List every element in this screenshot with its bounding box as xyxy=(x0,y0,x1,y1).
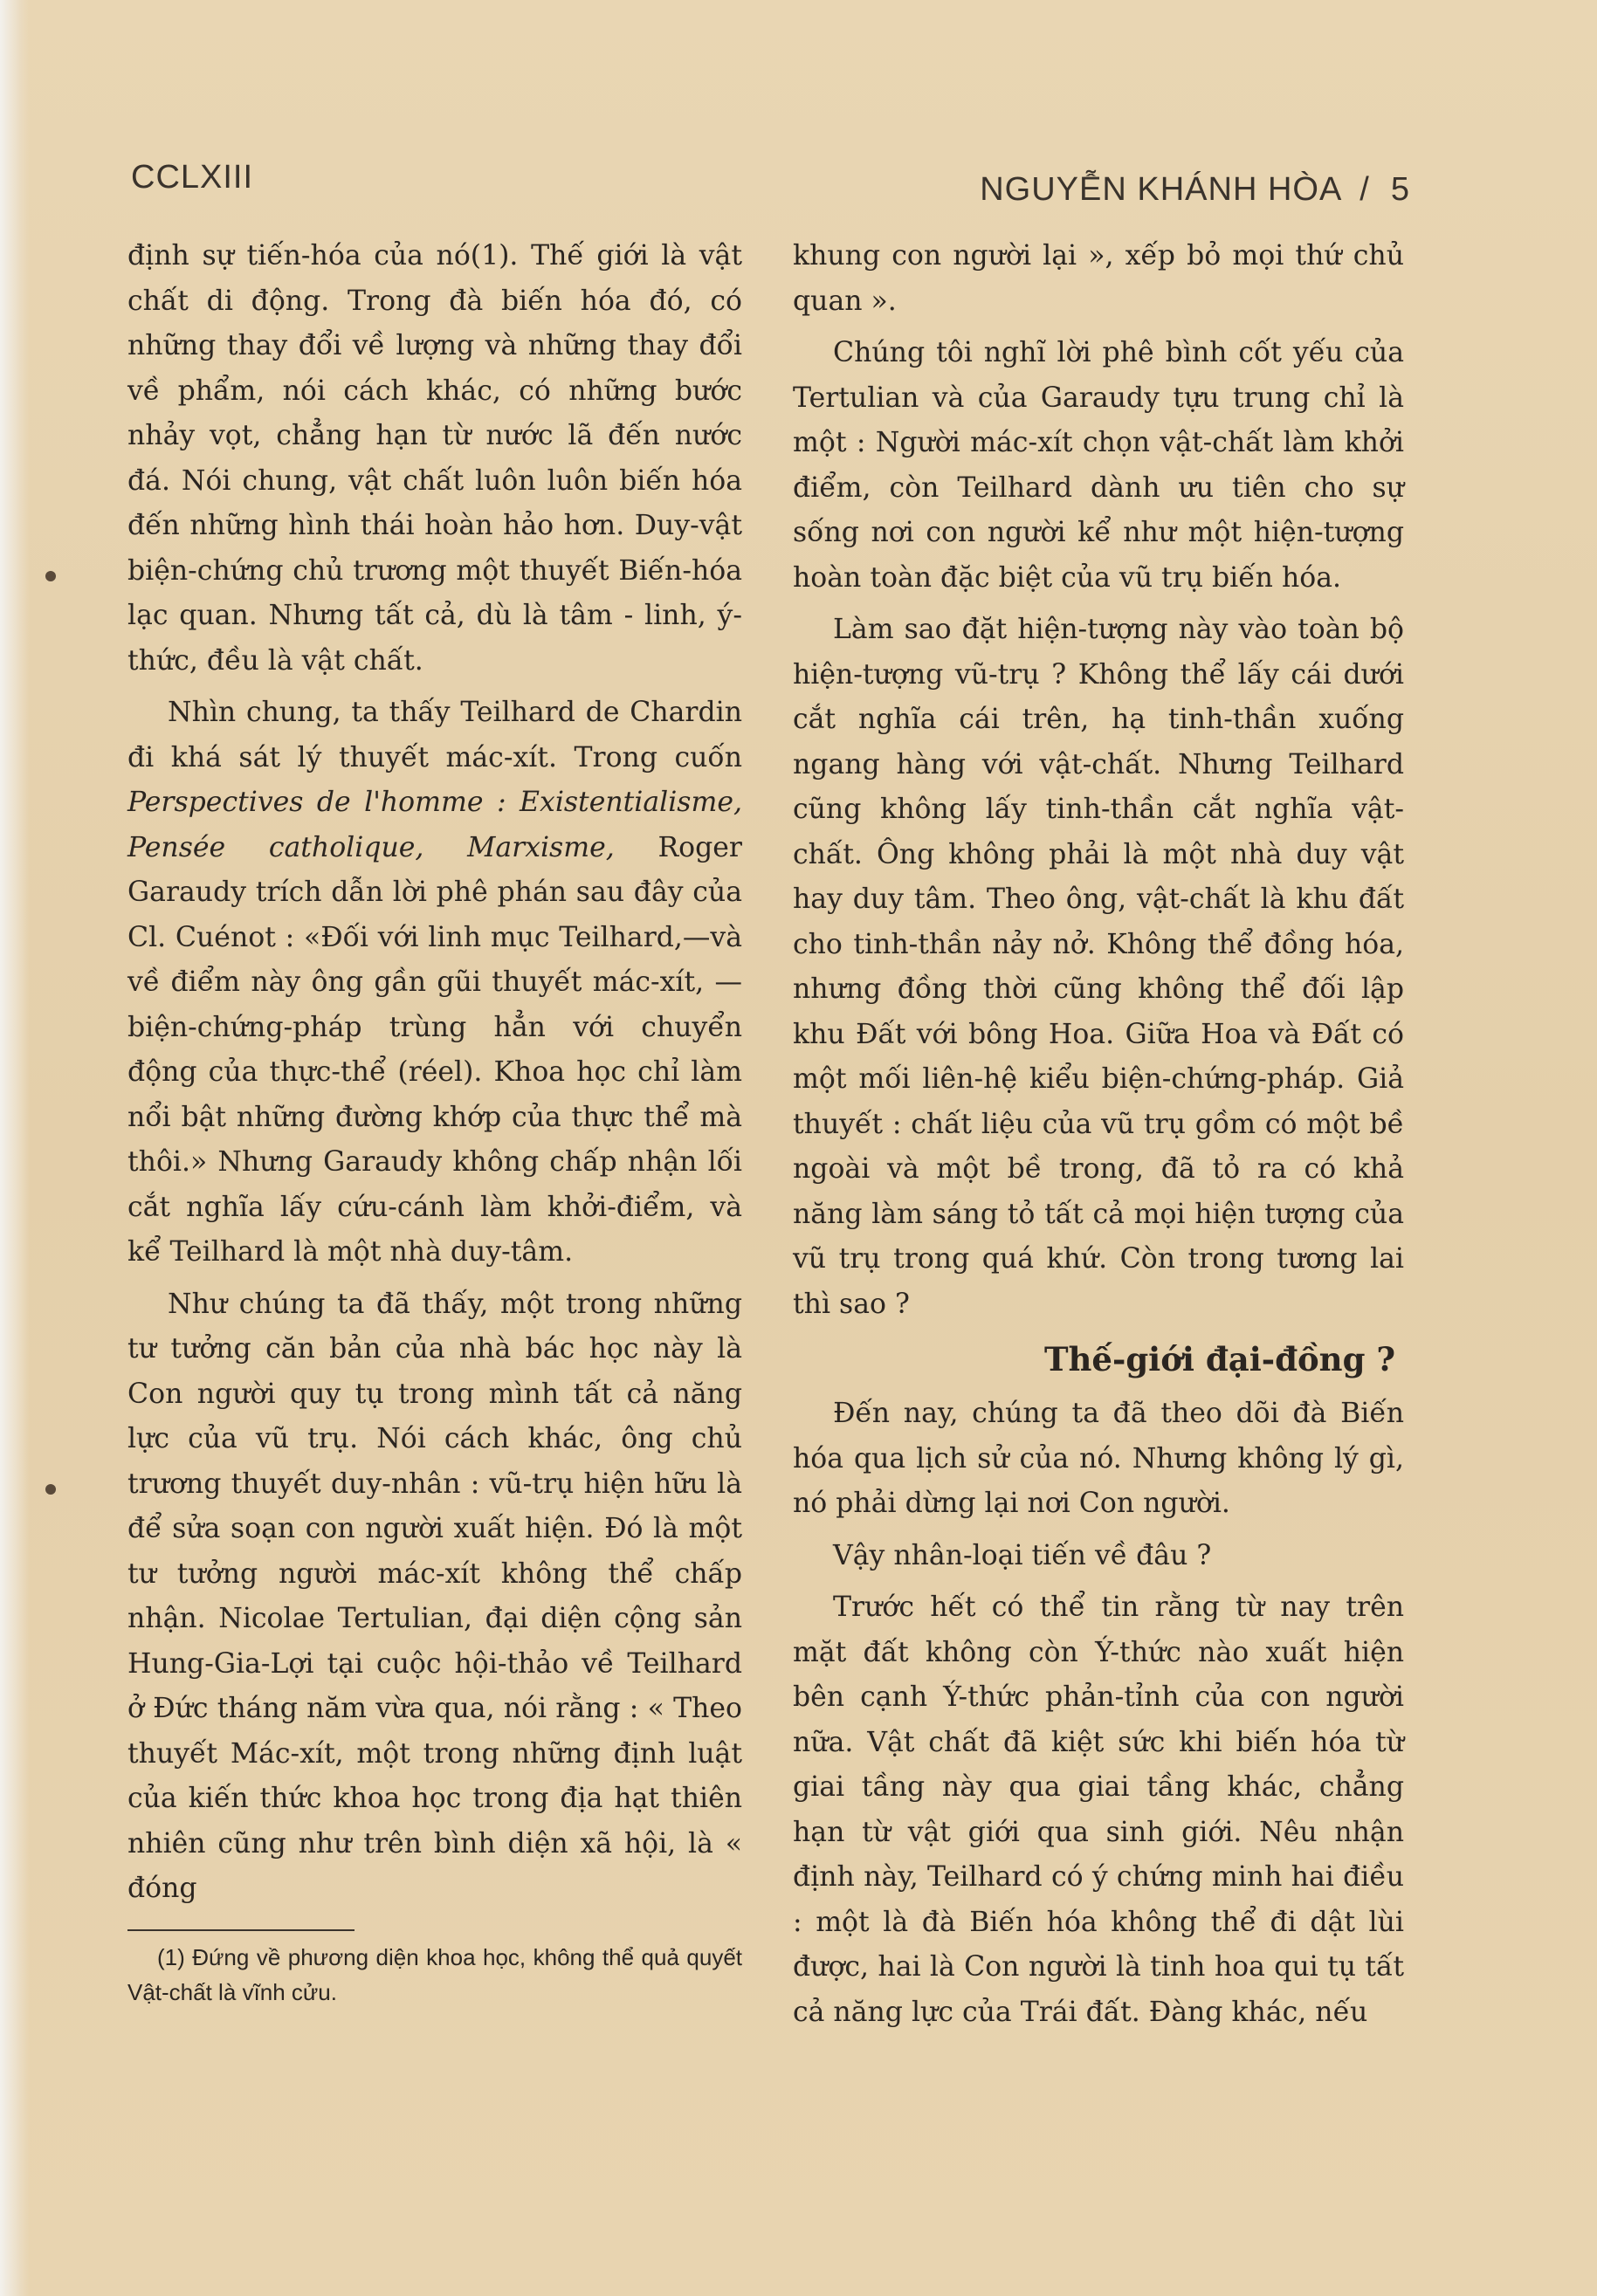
book-title: Perspectives de l'homme : Existentialisme, Pensée catholique, Marxisme, xyxy=(127,787,742,863)
footnote: (1) Đứng về phương diện khoa học, không thể quả quyết Vật-chất là vĩnh cửu. xyxy=(127,1943,742,2005)
page-edge xyxy=(0,0,30,2296)
binding-hole xyxy=(45,1484,56,1495)
right-column xyxy=(793,234,1404,2042)
running-header xyxy=(980,171,1410,209)
paragraph: Làm sao đặt hiện-tượng này vào toàn bộ hiện-tượng vũ-trụ ? Không thể lấy cái dưới cắt nghĩa cái trên, hạ tinh-thần xuống ngang hàng với vật-chất. Nhưng Teilhard cũng không lấy tinh-thần cắt nghĩa vật-chất. Ông không phải là một nhà duy vật hay duy tâm. Theo ông, vật-chất là khu đất cho tinh-thần nảy nở. Không thể đồng hóa, nhưng đồng thời cũng không thể đối lập khu Đất với bông Hoa. Giữa Hoa và Đất có một mối liên-hệ kiểu biện-chứng-pháp. Giả thuyết : chất liệu của vũ trụ gồm có một bề ngoài và một bề trong, đã tỏ ra có khả năng làm sáng tỏ tất cả mọi hiện tượng của vũ trụ trong quá khứ. Còn trong tương lai thì sao ? xyxy=(793,614,1404,1320)
paragraph-text: Roger Garaudy trích dẫn lời phê phán sau đây của Cl. Cuénot : «Đối với linh mục Teilhard,—và về điểm này ông gần gũi thuyết mác-xít, — biện-chứng-pháp trùng hẳn với chuyển động của thực-thể (réel). Khoa học chỉ làm nổi bật những đường khớp của thực thể mà thôi.» Nhưng Garaudy không chấp nhận lối cắt nghĩa lấy cứu-cánh làm khởi-điểm, và kể Teilhard là một nhà duy-tâm. xyxy=(127,831,742,1268)
paragraph: Như chúng ta đã thấy, một trong những tư tưởng căn bản của nhà bác học này là Con người quy tụ trong mình tất cả năng lực của vũ trụ. Nói cách khác, ông chủ trương thuyết duy-nhân : vũ-trụ hiện hữu là để sửa soạn con người xuất hiện. Đó là một tư tưởng người mác-xít không thể chấp nhận. Nicolae Tertulian, đại diện cộng sản Hung-Gia-Lợi tại cuộc hội-thảo về Teilhard ở Đức tháng năm vừa qua, nói rằng : « Theo thuyết Mác-xít, một trong những định luật của kiến thức khoa học trong địa hạt thiên nhiên cũng như trên bình diện xã hội, là « đóng xyxy=(127,1288,742,1904)
paragraph: định sự tiến-hóa của nó(1). Thế giới là vật chất di động. Trong đà biến hóa đó, có những thay đổi về lượng và những thay đổi về phẩm, nói cách khác, có những bước nhảy vọt, chẳng hạn từ nước lã đến nước đá. Nói chung, vật chất luôn luôn biến hóa đến những hình thái hoàn hảo hơn. Duy-vật biện-chứng chủ trương một thuyết Biến-hóa lạc quan. Nhưng tất cả, dù là tâm - linh, ý-thức, đều là vật chất. xyxy=(127,240,742,677)
chapter-number: CCLXIII xyxy=(131,159,254,196)
paragraph: khung con người lại », xếp bỏ mọi thứ chủ quan ». xyxy=(793,240,1404,317)
header-separator: / xyxy=(1360,171,1370,208)
paragraph: Đến nay, chúng ta đã theo dõi đà Biến hóa qua lịch sử của nó. Nhưng không lý gì, nó phải dừng lại nơi Con người. xyxy=(793,1398,1404,1519)
paragraph: Trước hết có thể tin rằng từ nay trên mặt đất không còn Ý-thức nào xuất hiện bên cạnh Ý-thức phản-tỉnh của con người nữa. Vật chất đã kiệt sức khi biến hóa từ giai tầng này qua giai tầng khác, chẳng hạn từ vật giới qua sinh giới. Nêu nhận định này, Teilhard có ý chứng minh hai điều : một là đà Biến hóa không thể đi dật lùi được, hai là Con người là tinh hoa qui tụ tất cả năng lực của Trái đất. Đàng khác, nếu xyxy=(793,1591,1404,2028)
author-name: NGUYỄN KHÁNH HÒA xyxy=(980,171,1343,208)
paragraph xyxy=(127,691,742,1275)
binding-hole xyxy=(45,571,56,581)
paragraph-text: Nhìn chung, ta thấy Teilhard de Chardin đi khá sát lý thuyết mác-xít. Trong cuốn xyxy=(127,697,742,773)
paragraph: Vậy nhân-loại tiến về đâu ? xyxy=(833,1539,1212,1571)
footnote-rule xyxy=(127,1929,355,1931)
left-column xyxy=(127,234,742,2010)
paragraph: Chúng tôi nghĩ lời phê bình cốt yếu của Tertulian và của Garaudy tựu trung chỉ là một : Người mác-xít chọn vật-chất làm khởi điểm, còn Teilhard dành ưu tiên cho sự sống nơi con người kể như một hiện-tượng hoàn toàn đặc biệt của vũ trụ biến hóa. xyxy=(793,337,1404,594)
page-number: 5 xyxy=(1390,171,1410,208)
section-title: Thế-giới đại-đồng ? xyxy=(1043,1340,1395,1378)
